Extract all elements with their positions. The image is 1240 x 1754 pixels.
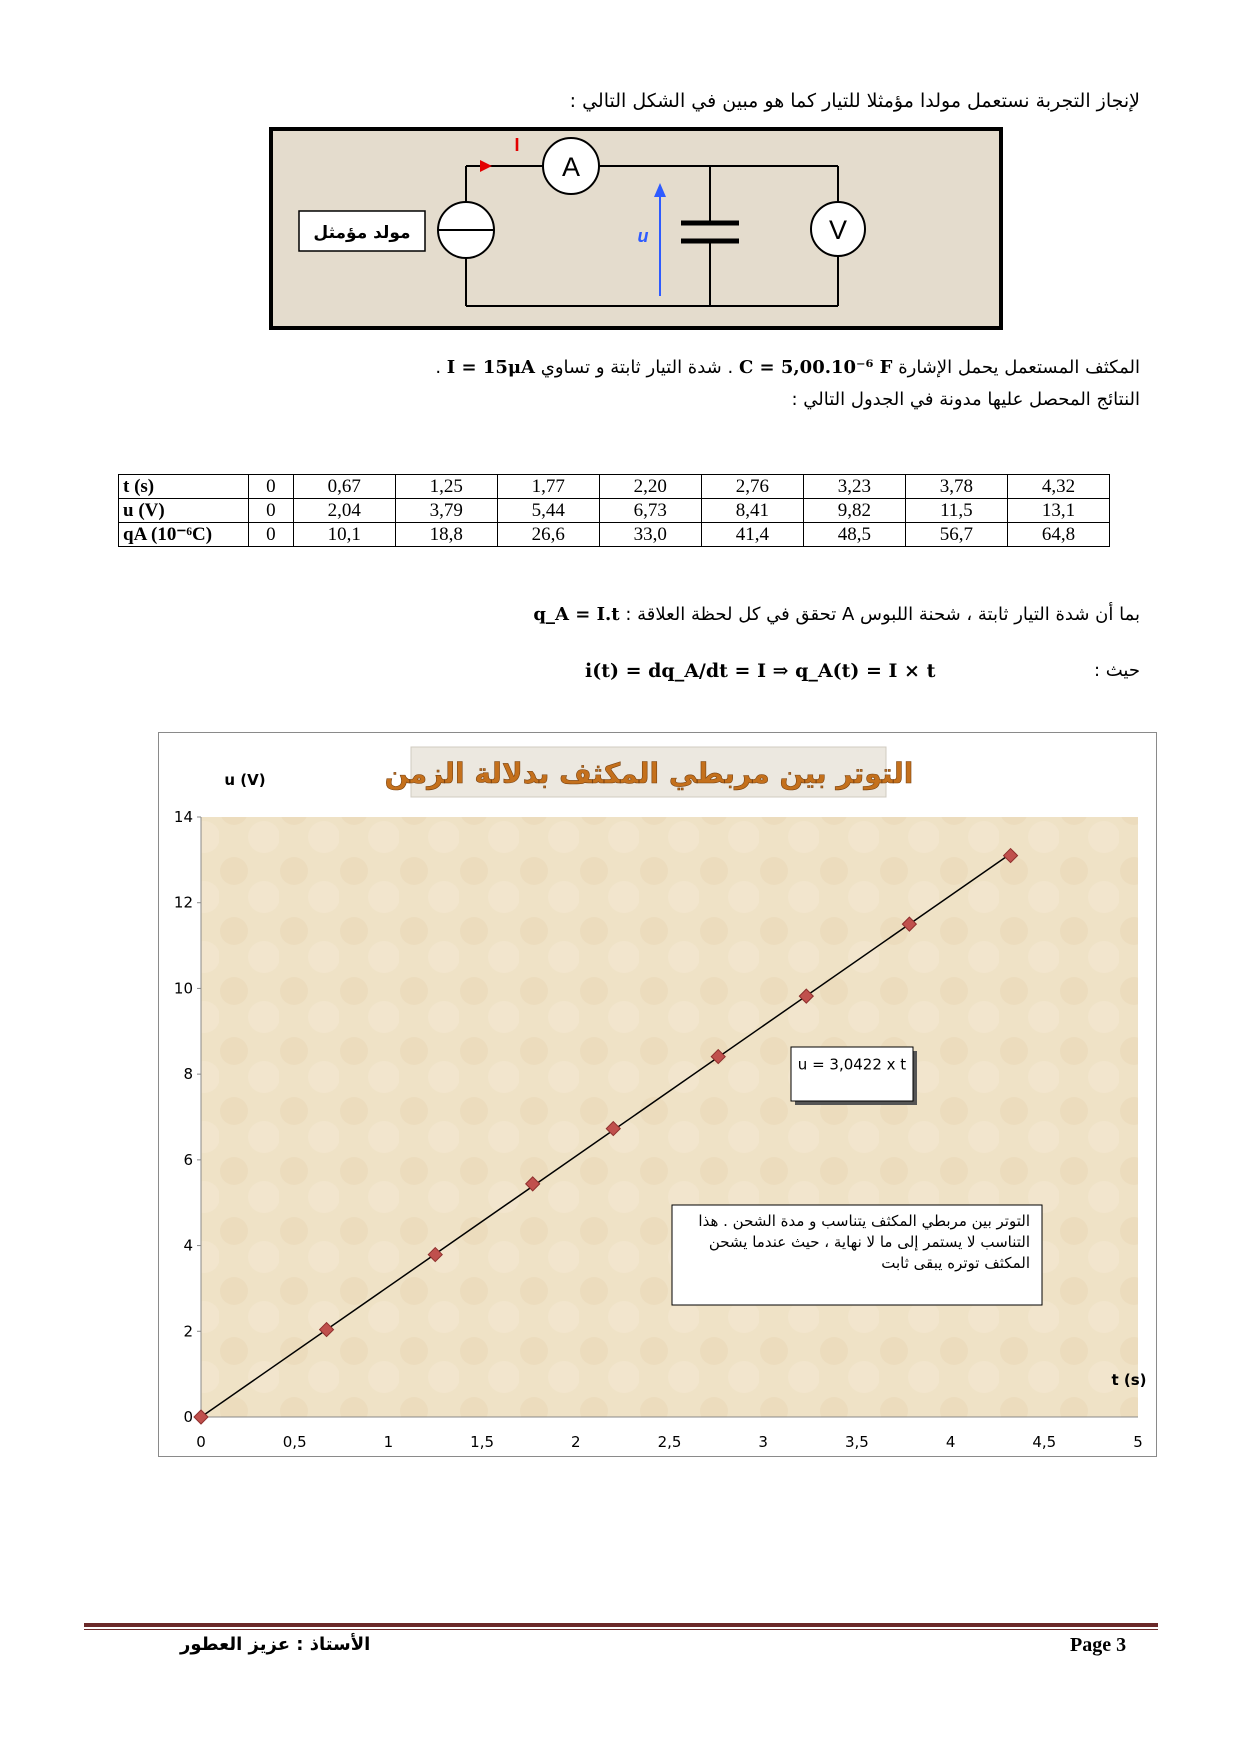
chart bbox=[158, 732, 1157, 1457]
table-cell: 3,23 bbox=[803, 475, 905, 499]
table-cell: 4,32 bbox=[1007, 475, 1109, 499]
relation-formula: q_A = I.t bbox=[533, 604, 620, 625]
circuit-diagram bbox=[269, 127, 1003, 330]
current-arrow-icon bbox=[480, 160, 492, 172]
derivation-line bbox=[100, 650, 1140, 710]
y-tick-label: 2 bbox=[183, 1322, 193, 1341]
x-tick-label: 1,5 bbox=[470, 1433, 495, 1451]
footer-divider bbox=[84, 1623, 1158, 1627]
table-cell: 3,78 bbox=[905, 475, 1007, 499]
voltmeter-label: V bbox=[828, 215, 848, 245]
where-label: حيث : bbox=[1093, 660, 1140, 681]
table-cell: 10,1 bbox=[293, 523, 395, 547]
voltage-label: u bbox=[637, 226, 649, 246]
ammeter-label: A bbox=[561, 152, 581, 182]
footer-divider-thin bbox=[84, 1629, 1158, 1630]
table-row bbox=[119, 475, 1110, 499]
table-cell: 48,5 bbox=[803, 523, 905, 547]
table-cell: 0,67 bbox=[293, 475, 395, 499]
y-tick-label: 6 bbox=[183, 1150, 193, 1169]
table-cell: 8,41 bbox=[701, 499, 803, 523]
capacitor-symbol bbox=[681, 223, 739, 241]
y-tick-label: 0 bbox=[183, 1408, 193, 1426]
x-tick-label: 0,5 bbox=[282, 1433, 307, 1451]
row-header: qA (10⁻⁶C) bbox=[119, 523, 249, 547]
capacitance-formula: C = 5,00.10⁻⁶ F bbox=[738, 357, 893, 378]
table-cell: 2,20 bbox=[599, 475, 701, 499]
author-name: الأستاذ : عزيز العطور bbox=[180, 1634, 371, 1655]
table-cell: 0 bbox=[249, 499, 294, 523]
generator-symbol bbox=[438, 202, 494, 258]
x-tick-label: 3 bbox=[758, 1433, 768, 1451]
trendline-equation: u = 3,0422 x t bbox=[797, 1055, 907, 1074]
y-axis-label: u (V) bbox=[224, 771, 266, 789]
generator-label: مولد مؤمثل bbox=[313, 223, 411, 243]
table-cell: 11,5 bbox=[905, 499, 1007, 523]
y-tick-label: 12 bbox=[173, 893, 193, 912]
table-cell: 9,82 bbox=[803, 499, 905, 523]
current-formula: I = 15μA bbox=[446, 357, 536, 378]
table-cell: 13,1 bbox=[1007, 499, 1109, 523]
current-label: I bbox=[514, 135, 520, 155]
table-cell: 5,44 bbox=[497, 499, 599, 523]
results-intro: النتائج المحصل عليها مدونة في الجدول التالي : bbox=[791, 389, 1140, 410]
table-row bbox=[119, 499, 1110, 523]
x-tick-label: 4 bbox=[945, 1433, 956, 1451]
voltmeter-symbol bbox=[811, 202, 865, 256]
x-tick-label: 4,5 bbox=[1032, 1433, 1057, 1451]
table-cell: 18,8 bbox=[395, 523, 497, 547]
row-header: u (V) bbox=[119, 499, 249, 523]
chart-note: التوتر بين مربطي المكثف يتناسب و مدة الشحن . هذا التناسب لا يستمر إلى ما لا نهاية ، حيث عندما يشحن المكثف توتره يبقى ثابت bbox=[698, 1212, 1030, 1272]
table-row bbox=[119, 523, 1110, 547]
x-axis-label: t (s) bbox=[1111, 1371, 1147, 1389]
table-cell: 2,04 bbox=[293, 499, 395, 523]
table-cell: 33,0 bbox=[599, 523, 701, 547]
row-header: t (s) bbox=[119, 475, 249, 499]
table-cell: 0 bbox=[249, 475, 294, 499]
table-cell: 1,25 bbox=[395, 475, 497, 499]
y-tick-label: 14 bbox=[173, 808, 193, 826]
table-cell: 2,76 bbox=[701, 475, 803, 499]
table-cell: 26,6 bbox=[497, 523, 599, 547]
ammeter-symbol bbox=[543, 138, 599, 194]
equation-box bbox=[791, 1047, 917, 1105]
capacitor-info: المكثف المستعمل يحمل الإشارة C = 5,00.10⁻⁶ F . شدة التيار ثابتة و تساوي I = 15μA . bbox=[435, 357, 1140, 378]
table-cell: 6,73 bbox=[599, 499, 701, 523]
chart-title: التوتر بين مربطي المكثف بدلالة الزمن bbox=[384, 757, 914, 790]
x-tick-label: 0 bbox=[196, 1433, 206, 1451]
x-tick-label: 2,5 bbox=[657, 1433, 682, 1451]
voltage-arrow-icon bbox=[654, 183, 666, 296]
intro-text: لإنجاز التجربة نستعمل مولدا مؤمثلا للتيار كما هو مبين في الشكل التالي : bbox=[569, 90, 1140, 112]
y-tick-label: 8 bbox=[183, 1065, 193, 1084]
x-tick-label: 5 bbox=[1133, 1433, 1143, 1451]
page-number: Page 3 bbox=[1070, 1634, 1127, 1656]
y-tick-label: 4 bbox=[183, 1236, 193, 1255]
table-cell: 1,77 bbox=[497, 475, 599, 499]
table-cell: 0 bbox=[249, 523, 294, 547]
table-cell: 64,8 bbox=[1007, 523, 1109, 547]
results-table bbox=[118, 474, 1110, 547]
table-cell: 56,7 bbox=[905, 523, 1007, 547]
derivation-formula: i(t) = dq_A/dt = I ⇒ q_A(t) = I × t bbox=[585, 660, 936, 682]
table-cell: 41,4 bbox=[701, 523, 803, 547]
table-cell: 3,79 bbox=[395, 499, 497, 523]
x-tick-label: 1 bbox=[383, 1433, 394, 1451]
x-tick-label: 2 bbox=[571, 1433, 581, 1451]
y-tick-label: 10 bbox=[173, 979, 193, 998]
relation-line: بما أن شدة التيار ثابتة ، شحنة اللبوس A تحقق في كل لحظة العلاقة : q_A = I.t bbox=[533, 604, 1140, 625]
x-tick-label: 3,5 bbox=[844, 1433, 869, 1451]
